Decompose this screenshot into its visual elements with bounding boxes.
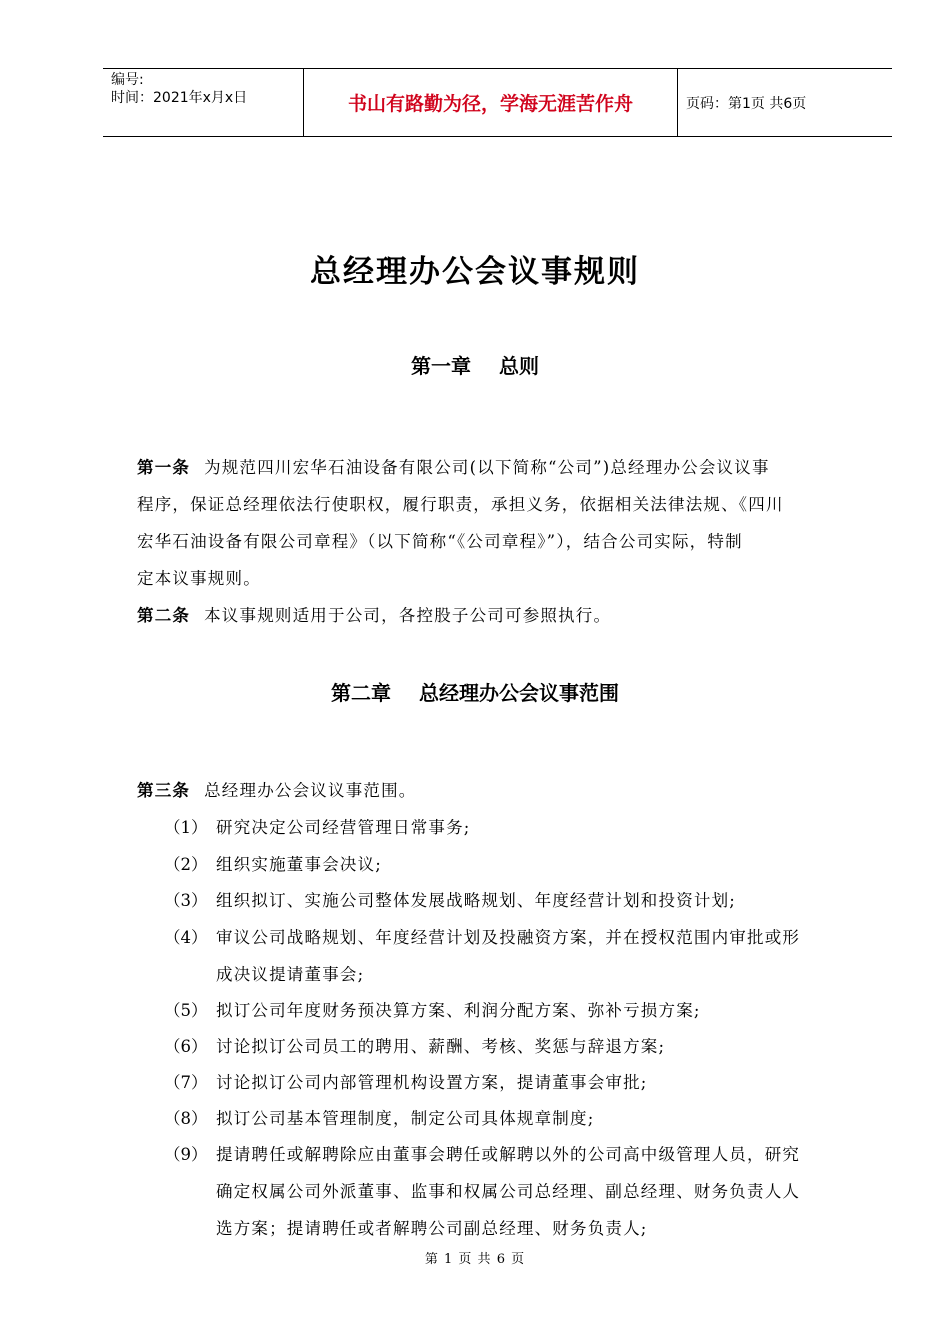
list-item-number: （9） bbox=[164, 1145, 208, 1164]
chapter-1-heading bbox=[0, 350, 950, 379]
list-item bbox=[164, 1028, 860, 1065]
list-item-continuation: 成决议提请董事会; bbox=[216, 965, 365, 984]
header-motto: 书山有路勤为径，学海无涯苦作舟 bbox=[304, 69, 678, 136]
list-item-number: （1） bbox=[164, 818, 208, 837]
page-footer: 第 1 页 共 6 页 bbox=[424, 1252, 526, 1267]
list-item bbox=[164, 809, 860, 846]
article-1-line1: 为规范四川宏华石油设备有限公司(以下简称“公司”)总经理办公会议议事 bbox=[204, 458, 770, 477]
article-3 bbox=[137, 772, 859, 809]
article-2-text: 本议事规则适用于公司，各控股子公司可参照执行。 bbox=[204, 606, 612, 625]
list-item-continuation: 确定权属公司外派董事、监事和权属公司总经理、副总经理、财务负责人人 bbox=[216, 1182, 801, 1201]
article-2-label: 第二条 bbox=[137, 606, 191, 625]
header-meta bbox=[103, 69, 304, 136]
list-item-number: （7） bbox=[164, 1073, 208, 1092]
article-1-line3: 宏华石油设备有限公司章程》（以下简称“《公司章程》”），结合公司实际，特制 bbox=[137, 532, 743, 551]
list-item-text: 审议公司战略规划、年度经营计划及投融资方案，并在授权范围内审批或形 bbox=[216, 928, 801, 947]
list-item bbox=[164, 992, 860, 1029]
list-item bbox=[164, 1136, 860, 1247]
list-item-text: 拟订公司基本管理制度，制定公司具体规章制度; bbox=[216, 1109, 595, 1128]
time-label: 时间：2021年x月x日 bbox=[111, 90, 248, 106]
list-item bbox=[164, 1100, 860, 1137]
article-1 bbox=[137, 449, 859, 597]
document-title: 总经理办公会议事规则 bbox=[310, 254, 640, 290]
list-item-number: （3） bbox=[164, 891, 208, 910]
list-item-number: （6） bbox=[164, 1037, 208, 1056]
serial-label: 编号: bbox=[111, 72, 144, 88]
list-item bbox=[164, 846, 860, 883]
article-1-line2: 程序，保证总经理依法行使职权，履行职责，承担义务，依据相关法律法规、《四川 bbox=[137, 495, 784, 514]
list-item-text: 提请聘任或解聘除应由董事会聘任或解聘以外的公司高中级管理人员，研究 bbox=[216, 1145, 801, 1164]
chapter-2-name: 总经理办公会议事范围 bbox=[419, 681, 619, 705]
list-item-number: （2） bbox=[164, 855, 208, 874]
list-item-text: 拟订公司年度财务预决算方案、利润分配方案、弥补亏损方案; bbox=[216, 1001, 701, 1020]
chapter-1-name: 总则 bbox=[499, 354, 539, 378]
list-item-number: （4） bbox=[164, 928, 208, 947]
chapter-1-number: 第一章 bbox=[411, 354, 471, 378]
article-3-text: 总经理办公会议议事范围。 bbox=[204, 781, 417, 800]
chapter-2-heading bbox=[0, 677, 950, 706]
list-item-continuation: 选方案；提请聘任或者解聘公司副总经理、财务负责人; bbox=[216, 1219, 648, 1238]
list-item-text: 讨论拟订公司员工的聘用、薪酬、考核、奖惩与辞退方案; bbox=[216, 1037, 666, 1056]
list-item-number: （5） bbox=[164, 1001, 208, 1020]
list-item-text: 组织拟订、实施公司整体发展战略规划、年度经营计划和投资计划; bbox=[216, 891, 737, 910]
article-3-label: 第三条 bbox=[137, 781, 191, 800]
list-item-text: 组织实施董事会决议; bbox=[216, 855, 383, 874]
list-item bbox=[164, 919, 860, 993]
list-item bbox=[164, 882, 860, 919]
article-1-line4: 定本议事规则。 bbox=[137, 569, 261, 588]
list-item-text: 讨论拟订公司内部管理机构设置方案，提请董事会审批; bbox=[216, 1073, 648, 1092]
list-item-number: （8） bbox=[164, 1109, 208, 1128]
article-2 bbox=[137, 597, 859, 634]
list-item bbox=[164, 1064, 860, 1101]
article-1-label: 第一条 bbox=[137, 458, 191, 477]
header-page-info: 页码：第1页 共6页 bbox=[686, 95, 807, 112]
list-item-text: 研究决定公司经营管理日常事务; bbox=[216, 818, 471, 837]
chapter-2-number: 第二章 bbox=[331, 681, 391, 705]
page-header bbox=[103, 68, 892, 137]
